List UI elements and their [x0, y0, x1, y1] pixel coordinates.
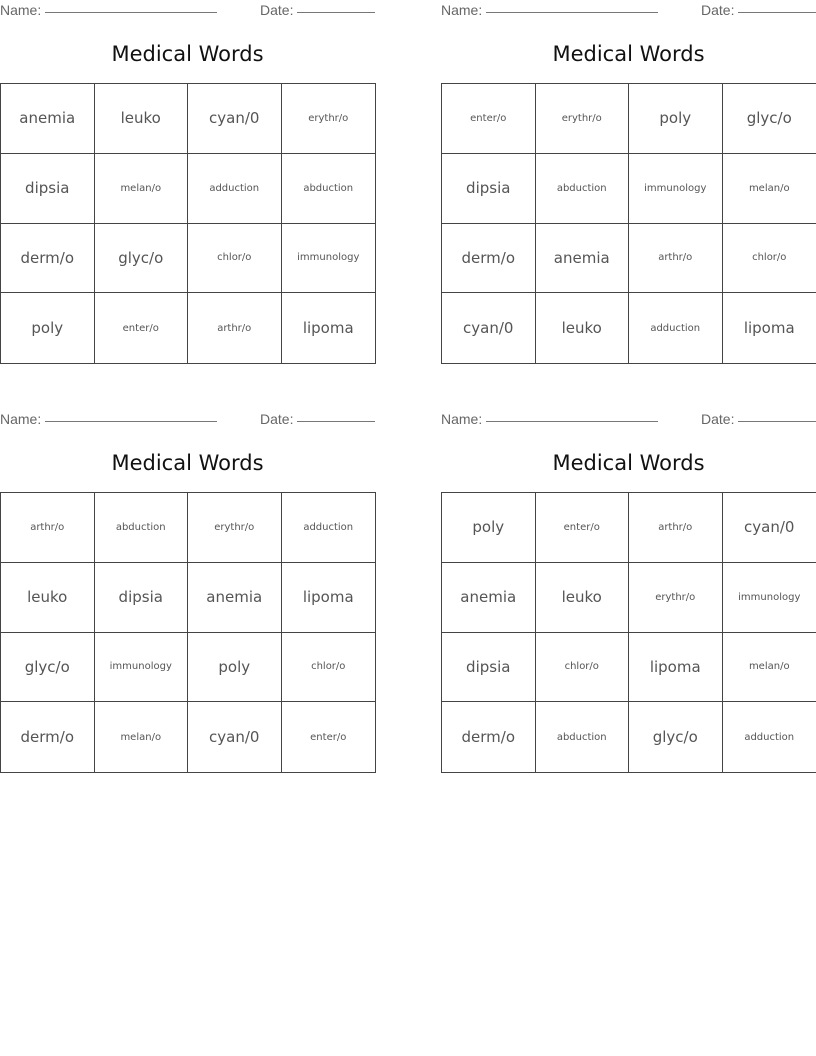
bingo-cell: abduction [536, 702, 630, 772]
bingo-cell: dipsia [442, 154, 536, 224]
bingo-cell: lipoma [302, 319, 354, 338]
date-field [701, 2, 816, 18]
date-field [701, 411, 816, 427]
bingo-cell: immunology [282, 224, 376, 294]
card-title: Medical Words [552, 451, 705, 475]
bingo-cell: melan/o [723, 633, 816, 703]
bingo-cell: enter/o [536, 493, 630, 563]
bingo-cell: immunology [723, 563, 816, 633]
date-blank-line[interactable] [297, 421, 375, 422]
bingo-cell: adduction [282, 493, 376, 563]
bingo-cell: chlor/o [188, 224, 282, 294]
bingo-cell: poly [188, 633, 282, 703]
name-label: Name: [0, 2, 42, 18]
bingo-cell: chlor/o [282, 633, 376, 703]
bingo-cell: arthr/o [629, 493, 723, 563]
bingo-cell: derm/o [1, 224, 95, 294]
bingo-cell: arthr/o [1, 493, 95, 563]
name-blank-line[interactable] [486, 12, 658, 13]
bingo-card [441, 409, 816, 747]
bingo-cell: cyan/0 [188, 84, 282, 154]
bingo-cell: immunology [629, 154, 723, 224]
bingo-cell: lipoma [743, 319, 795, 338]
bingo-cell: glyc/o [95, 224, 189, 294]
name-field [441, 2, 658, 18]
bingo-cell: poly [1, 293, 95, 363]
name-date-header [0, 0, 376, 22]
bingo-card [0, 409, 376, 747]
date-field [260, 2, 375, 18]
date-blank-line[interactable] [738, 12, 816, 13]
bingo-cell: immunology [95, 633, 189, 703]
bingo-cell: abduction [95, 493, 189, 563]
name-label: Name: [441, 411, 483, 427]
bingo-cell: derm/o [1, 702, 95, 772]
bingo-cell: lipoma [282, 563, 376, 633]
bingo-cell: leuko [95, 84, 189, 154]
bingo-cell: enter/o [95, 293, 189, 363]
bingo-cell: melan/o [723, 154, 816, 224]
date-field [260, 411, 375, 427]
bingo-cell: erythr/o [536, 84, 630, 154]
name-blank-line[interactable] [486, 421, 658, 422]
bingo-cell: cyan/0 [723, 493, 816, 563]
bingo-cell: leuko [536, 563, 630, 633]
bingo-cell: derm/o [442, 702, 536, 772]
name-blank-line[interactable] [45, 421, 217, 422]
name-date-header [441, 0, 816, 22]
bingo-cell: derm/o [442, 224, 536, 294]
date-label: Date: [701, 411, 735, 427]
bingo-cell: chlor/o [723, 224, 816, 294]
bingo-grid [441, 492, 816, 773]
name-label: Name: [0, 411, 42, 427]
bingo-card [441, 0, 816, 338]
bingo-grid [0, 83, 376, 364]
name-field [0, 2, 217, 18]
bingo-cell: arthr/o [629, 224, 723, 294]
bingo-cell: leuko [1, 563, 95, 633]
bingo-grid [0, 492, 376, 773]
bingo-cell: erythr/o [282, 84, 376, 154]
bingo-cell: anemia [1, 84, 95, 154]
bingo-cell: leuko [536, 293, 630, 363]
date-blank-line[interactable] [297, 12, 375, 13]
bingo-cell: melan/o [95, 154, 189, 224]
bingo-cell: anemia [536, 224, 630, 294]
bingo-cell: chlor/o [536, 633, 630, 703]
bingo-cell: glyc/o [629, 702, 723, 772]
name-field [0, 411, 217, 427]
bingo-cell: arthr/o [188, 293, 282, 363]
bingo-cell: melan/o [95, 702, 189, 772]
bingo-cell: anemia [442, 563, 536, 633]
bingo-cell: cyan/0 [188, 702, 282, 772]
bingo-cell: erythr/o [629, 563, 723, 633]
card-title: Medical Words [111, 42, 264, 66]
bingo-cell: dipsia [95, 563, 189, 633]
bingo-cell: enter/o [442, 84, 536, 154]
date-label: Date: [260, 411, 294, 427]
name-field [441, 411, 658, 427]
bingo-cell: dipsia [1, 154, 95, 224]
name-blank-line[interactable] [45, 12, 217, 13]
name-label: Name: [441, 2, 483, 18]
name-date-header [0, 409, 376, 431]
bingo-cell: glyc/o [1, 633, 95, 703]
bingo-cell: abduction [282, 154, 376, 224]
date-label: Date: [701, 2, 735, 18]
date-blank-line[interactable] [738, 421, 816, 422]
bingo-cell: erythr/o [188, 493, 282, 563]
bingo-cell: cyan/0 [442, 293, 536, 363]
bingo-card [0, 0, 376, 338]
bingo-cell: anemia [188, 563, 282, 633]
bingo-cell: adduction [629, 293, 723, 363]
card-title: Medical Words [552, 42, 705, 66]
name-date-header [441, 409, 816, 431]
bingo-cell: adduction [744, 731, 795, 743]
bingo-cell: abduction [536, 154, 630, 224]
bingo-cell: dipsia [442, 633, 536, 703]
bingo-cell: poly [629, 84, 723, 154]
bingo-cell: lipoma [629, 633, 723, 703]
date-label: Date: [260, 2, 294, 18]
bingo-cell: enter/o [310, 731, 347, 743]
card-title: Medical Words [111, 451, 264, 475]
bingo-cell: poly [442, 493, 536, 563]
bingo-grid [441, 83, 816, 364]
bingo-cell: adduction [188, 154, 282, 224]
bingo-cell: glyc/o [723, 84, 816, 154]
